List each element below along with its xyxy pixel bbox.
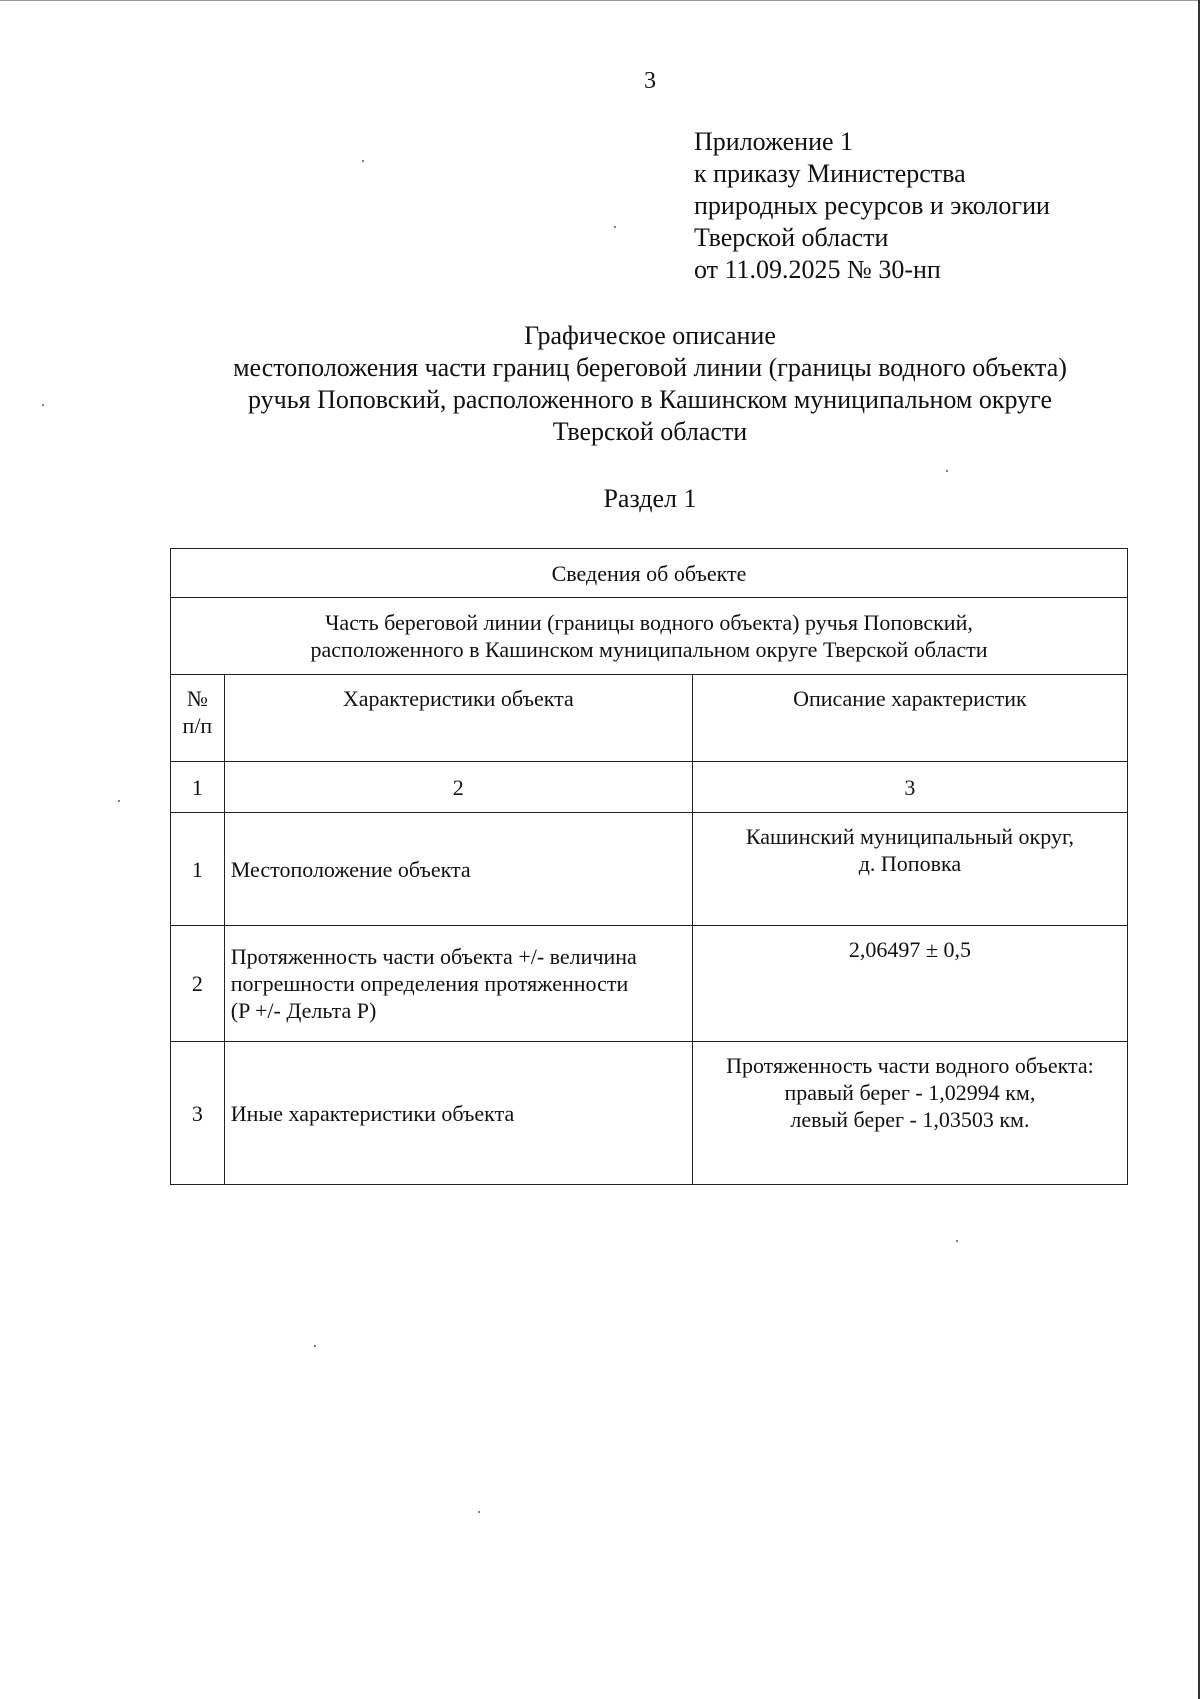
scan-speck <box>478 1511 480 1513</box>
row-description-line: 2,06497 ± 0,5 <box>848 937 971 962</box>
object-name-line: расположенного в Кашинском муниципальном округе Тверской области <box>310 637 988 662</box>
scan-speck <box>118 800 120 802</box>
page-number: 3 <box>644 68 656 94</box>
row-characteristic <box>224 813 692 926</box>
row-description-line: Протяженность части водного объекта: <box>726 1053 1094 1078</box>
column-number-row <box>171 762 1128 813</box>
col-header-number-line: п/п <box>182 713 213 738</box>
col-header-description: Описание характеристик <box>692 675 1127 762</box>
title-line: Тверской области <box>552 417 748 446</box>
appendix-line: Тверской области <box>694 223 889 252</box>
scan-speck <box>614 226 616 228</box>
row-number: 2 <box>171 926 225 1042</box>
column-number: 1 <box>171 762 225 813</box>
scan-speck <box>946 470 948 472</box>
row-number: 1 <box>171 813 225 926</box>
row-description-line: Кашинский муниципальный округ, <box>745 824 1074 849</box>
appendix-line: природных ресурсов и экологии <box>694 191 1050 220</box>
row-number: 3 <box>171 1042 225 1185</box>
object-info-table <box>170 548 1128 1185</box>
table-row <box>171 926 1128 1042</box>
row-characteristic-line: (P +/- Дельта P) <box>230 998 377 1023</box>
object-name-line: Часть береговой линии (границы водного объекта) ручья Поповский, <box>325 610 973 635</box>
scan-edge-top <box>0 0 1200 1</box>
scan-speck <box>956 1240 958 1242</box>
row-characteristic <box>224 926 692 1042</box>
row-description-line: левый берег - 1,03503 км. <box>790 1107 1030 1132</box>
scan-speck <box>362 160 364 162</box>
col-header-number-line: № <box>186 686 208 711</box>
row-description <box>692 1042 1127 1185</box>
appendix-line: от 11.09.2025 № 30-нп <box>694 255 941 284</box>
table-header: Сведения об объекте <box>171 549 1128 598</box>
row-description <box>692 813 1127 926</box>
object-name-cell <box>171 598 1128 675</box>
column-number: 3 <box>692 762 1127 813</box>
appendix-line: к приказу Министерства <box>694 159 966 188</box>
row-characteristic-line: погрешности определения протяженности <box>230 971 629 996</box>
row-description <box>692 926 1127 1042</box>
row-characteristic <box>224 1042 692 1185</box>
document-title <box>0 320 1200 448</box>
row-characteristic-line: Местоположение объекта <box>230 856 471 882</box>
title-line: ручья Поповский, расположенного в Кашинском муниципальном округе <box>248 385 1052 414</box>
row-characteristic-line: Протяженность части объекта +/- величина <box>230 944 637 969</box>
col-header-number <box>171 675 225 762</box>
col-header-characteristics: Характеристики объекта <box>224 675 692 762</box>
section-title: Раздел 1 <box>603 484 697 513</box>
title-line: Графическое описание <box>524 321 776 350</box>
appendix-block <box>694 126 1050 286</box>
row-description-line: правый берег - 1,02994 км, <box>784 1080 1036 1105</box>
title-line: местоположения части границ береговой линии (границы водного объекта) <box>233 353 1067 382</box>
row-characteristic-line: Иные характеристики объекта <box>230 1100 515 1126</box>
table-row <box>171 1042 1128 1185</box>
column-number: 2 <box>224 762 692 813</box>
scan-speck <box>314 1345 316 1347</box>
table-row <box>171 813 1128 926</box>
scan-speck <box>42 404 44 406</box>
row-description-line: д. Поповка <box>858 851 962 876</box>
appendix-line: Приложение 1 <box>694 127 854 156</box>
